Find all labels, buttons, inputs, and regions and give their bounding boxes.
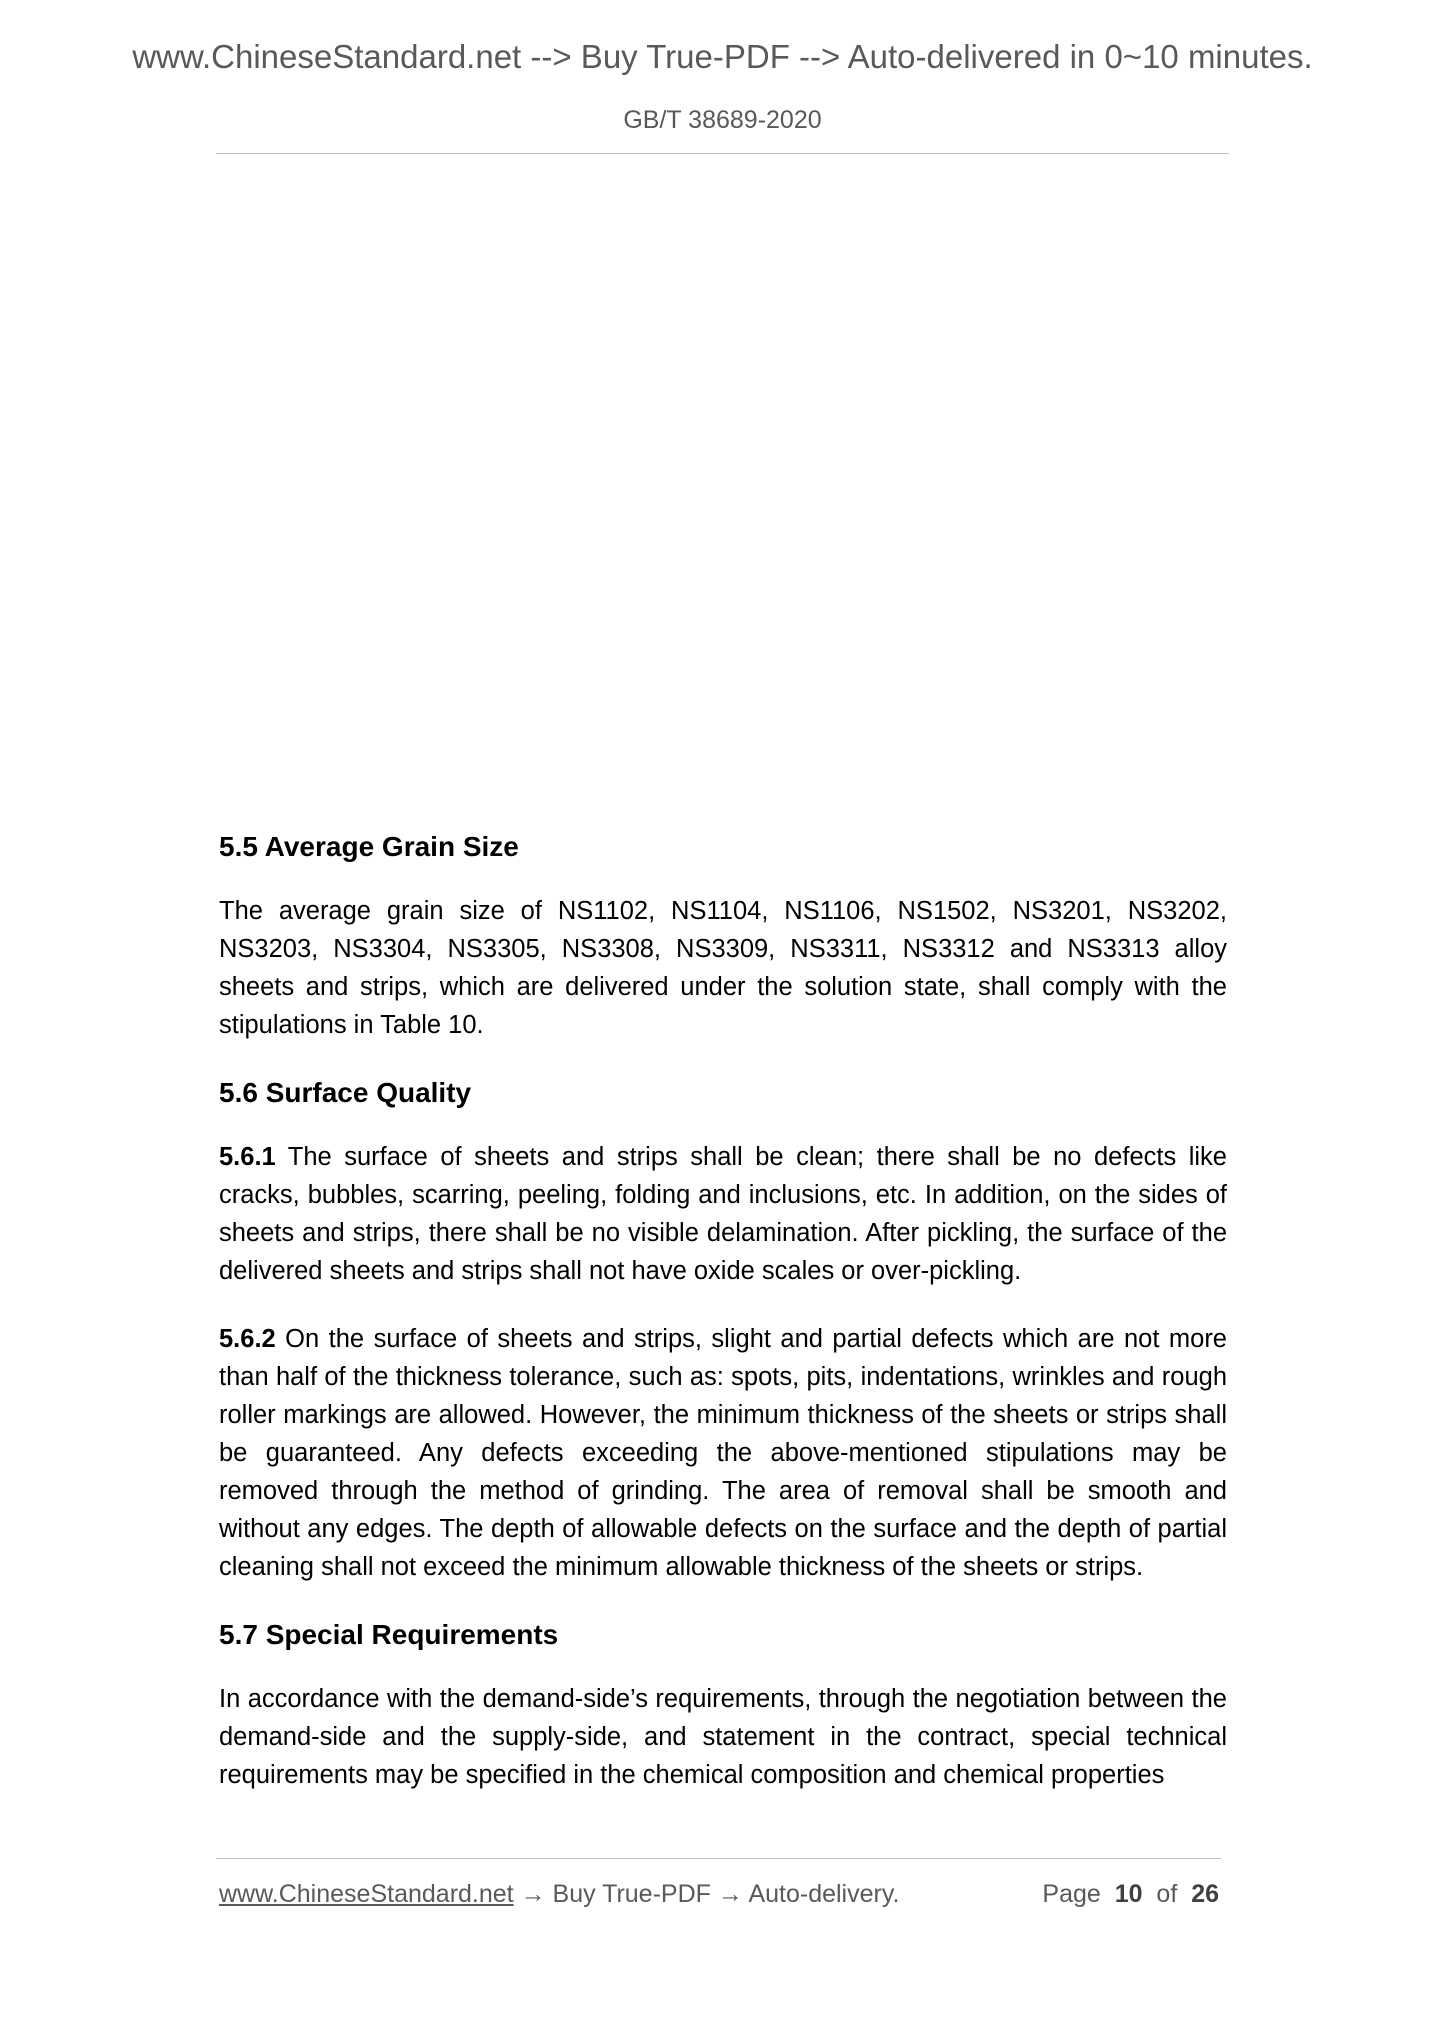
clause-number: 5.6.1: [219, 1143, 276, 1171]
clause-text: On the surface of sheets and strips, slight and partial defects which are not more than half of the thickness tolerance, such as: spots, pits, indentations, wrinkles and rough roller markings are allowed. However, the minimum thickness of the sheets or strips shall be guaranteed. Any defects exceeding the above-mentioned stipulations may be removed through the method of grinding. The area of removal shall be smooth and without any edges. The depth of allowable defects on the surface and the depth of partial cleaning shall not exceed the minimum allowable thickness of the sheets or strips.: [219, 1325, 1227, 1581]
page-label: Page: [1042, 1880, 1101, 1908]
page-number: [1042, 1880, 1219, 1909]
site-link[interactable]: www.ChineseStandard.net: [219, 1880, 514, 1908]
arrow-icon: →: [520, 1880, 546, 1908]
section-heading-5-7: 5.7 Special Requirements: [219, 1619, 559, 1650]
buy-text: Buy True-PDF: [552, 1880, 711, 1908]
delivery-text: Auto-delivery.: [748, 1880, 900, 1908]
section-heading-5-6: 5.6 Surface Quality: [219, 1077, 472, 1108]
footer-promo: [219, 1880, 899, 1909]
clause-5-6-1: [219, 1138, 1227, 1290]
page-total: 26: [1191, 1880, 1219, 1908]
clause-text: The surface of sheets and strips shall be clean; there shall be no defects like cracks, bubbles, scarring, peeling, folding and inclusions, etc. In addition, on the sides of sheets and strips, there shall be no visible delamination. After pickling, the surface of the delivered sheets and strips shall not have oxide scales or over-pickling.: [219, 1143, 1227, 1285]
clause-number: 5.6.2: [219, 1325, 276, 1353]
footer-divider: [216, 1858, 1221, 1859]
section-5-7-paragraph: In accordance with the demand-side’s requirements, through the negotiation between the demand-side and the supply-side, and statement in the contract, special technical requirements may be specified in the chemical composition and chemical properties: [219, 1685, 1227, 1789]
standard-code: GB/T 38689-2020: [623, 106, 822, 134]
section-5-5-paragraph: The average grain size of NS1102, NS1104, NS1106, NS1502, NS3201, NS3202, NS3203, NS3304, NS3305, NS3308, NS3309, NS3311, NS3312 and NS3313 alloy sheets and strips, which are delivered under the solution state, shall comply with the stipulations in Table 10.: [219, 897, 1227, 1039]
document-body: [219, 828, 1227, 1824]
header-divider: [216, 153, 1229, 154]
page-footer: [219, 1880, 1221, 1914]
arrow-icon: →: [717, 1880, 743, 1908]
of-label: of: [1156, 1880, 1178, 1908]
site-banner: www.ChineseStandard.net --> Buy True-PDF --> Auto-delivered in 0~10 minutes.: [132, 38, 1313, 75]
clause-5-6-2: [219, 1320, 1227, 1586]
page-current: 10: [1114, 1880, 1143, 1908]
section-heading-5-5: 5.5 Average Grain Size: [219, 831, 519, 862]
